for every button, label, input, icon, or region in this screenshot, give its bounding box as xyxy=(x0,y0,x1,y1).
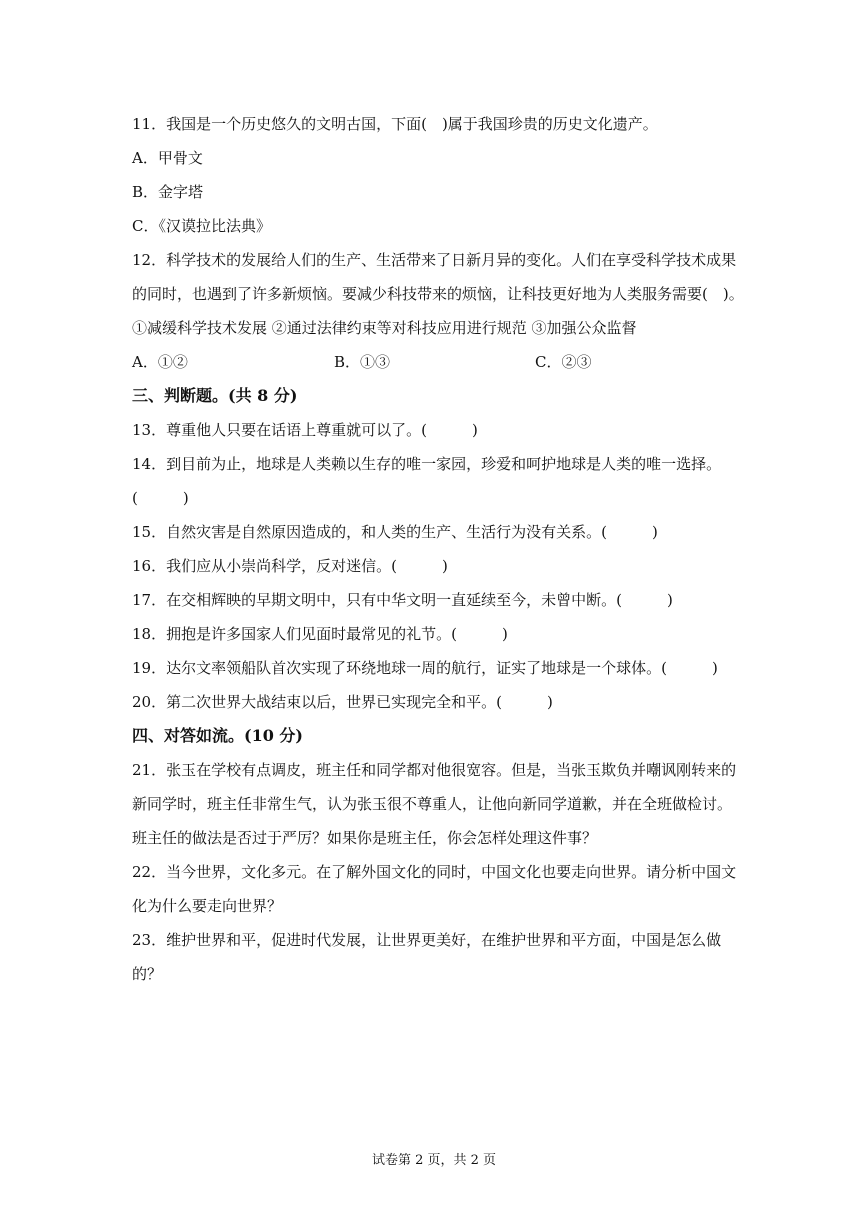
question-12-option-a: A．①② xyxy=(132,353,188,371)
question-18: 18．拥抱是许多国家人们见面时最常见的礼节。( ) xyxy=(132,625,508,643)
section-3-heading: 三、判断题。(共 8 分) xyxy=(132,386,298,405)
question-19: 19．达尔文率领船队首次实现了环绕地球一周的航行，证实了地球是一个球体。( ) xyxy=(132,659,718,677)
question-21-line-1: 21．张玉在学校有点调皮，班主任和同学都对他很宽容。但是，当张玉欺负并嘲讽刚转来的 xyxy=(132,761,737,779)
section-4-heading: 四、对答如流。(10 分) xyxy=(132,726,303,745)
question-11-option-b: B．金字塔 xyxy=(132,183,204,201)
page-footer: 试卷第 2 页，共 2 页 xyxy=(371,1153,497,1168)
question-14-line-2: ( ) xyxy=(132,489,189,507)
question-21-line-2: 新同学时，班主任非常生气，认为张玉很不尊重人，让他向新同学道歉，并在全班做检讨。 xyxy=(132,795,733,813)
question-11-option-c: C．《汉谟拉比法典》 xyxy=(132,217,271,235)
question-14-line-1: 14．到目前为止，地球是人类赖以生存的唯一家园，珍爱和呵护地球是人类的唯一选择。 xyxy=(132,455,722,473)
question-17: 17．在交相辉映的早期文明中，只有中华文明一直延续至今，未曾中断。( ) xyxy=(132,591,673,609)
question-20: 20．第二次世界大战结束以后，世界已实现完全和平。( ) xyxy=(132,693,553,711)
question-12-stem-line-2: 的同时，也遇到了许多新烦恼。要减少科技带来的烦恼，让科技更好地为人类服务需要( )。 xyxy=(132,285,744,303)
question-16: 16．我们应从小崇尚科学，反对迷信。( ) xyxy=(132,557,448,575)
question-12-items: ①减缓科学技术发展 ②通过法律约束等对科技应用进行规范 ③加强公众监督 xyxy=(132,319,637,337)
question-23-line-2: 的？ xyxy=(132,965,163,983)
question-11-stem: 11．我国是一个历史悠久的文明古国，下面( )属于我国珍贵的历史文化遗产。 xyxy=(132,115,658,133)
question-21-line-3: 班主任的做法是否过于严厉？如果你是班主任，你会怎样处理这件事？ xyxy=(132,829,598,847)
question-12-stem-line-1: 12．科学技术的发展给人们的生产、生活带来了日新月异的变化。人们在享受科学技术成果 xyxy=(132,251,737,269)
question-12-option-b: B．①③ xyxy=(334,353,391,371)
question-15: 15．自然灾害是自然原因造成的，和人类的生产、生活行为没有关系。( ) xyxy=(132,523,658,541)
question-11-option-a: A．甲骨文 xyxy=(132,149,203,167)
question-22-line-1: 22．当今世界，文化多元。在了解外国文化的同时，中国文化也要走向世界。请分析中国文 xyxy=(132,863,737,881)
question-12-option-c: C．②③ xyxy=(535,353,592,371)
question-22-line-2: 化为什么要走向世界？ xyxy=(132,897,283,915)
question-23-line-1: 23．维护世界和平，促进时代发展，让世界更美好，在维护世界和平方面，中国是怎么做 xyxy=(132,931,722,949)
question-13: 13．尊重他人只要在话语上尊重就可以了。( ) xyxy=(132,421,478,439)
